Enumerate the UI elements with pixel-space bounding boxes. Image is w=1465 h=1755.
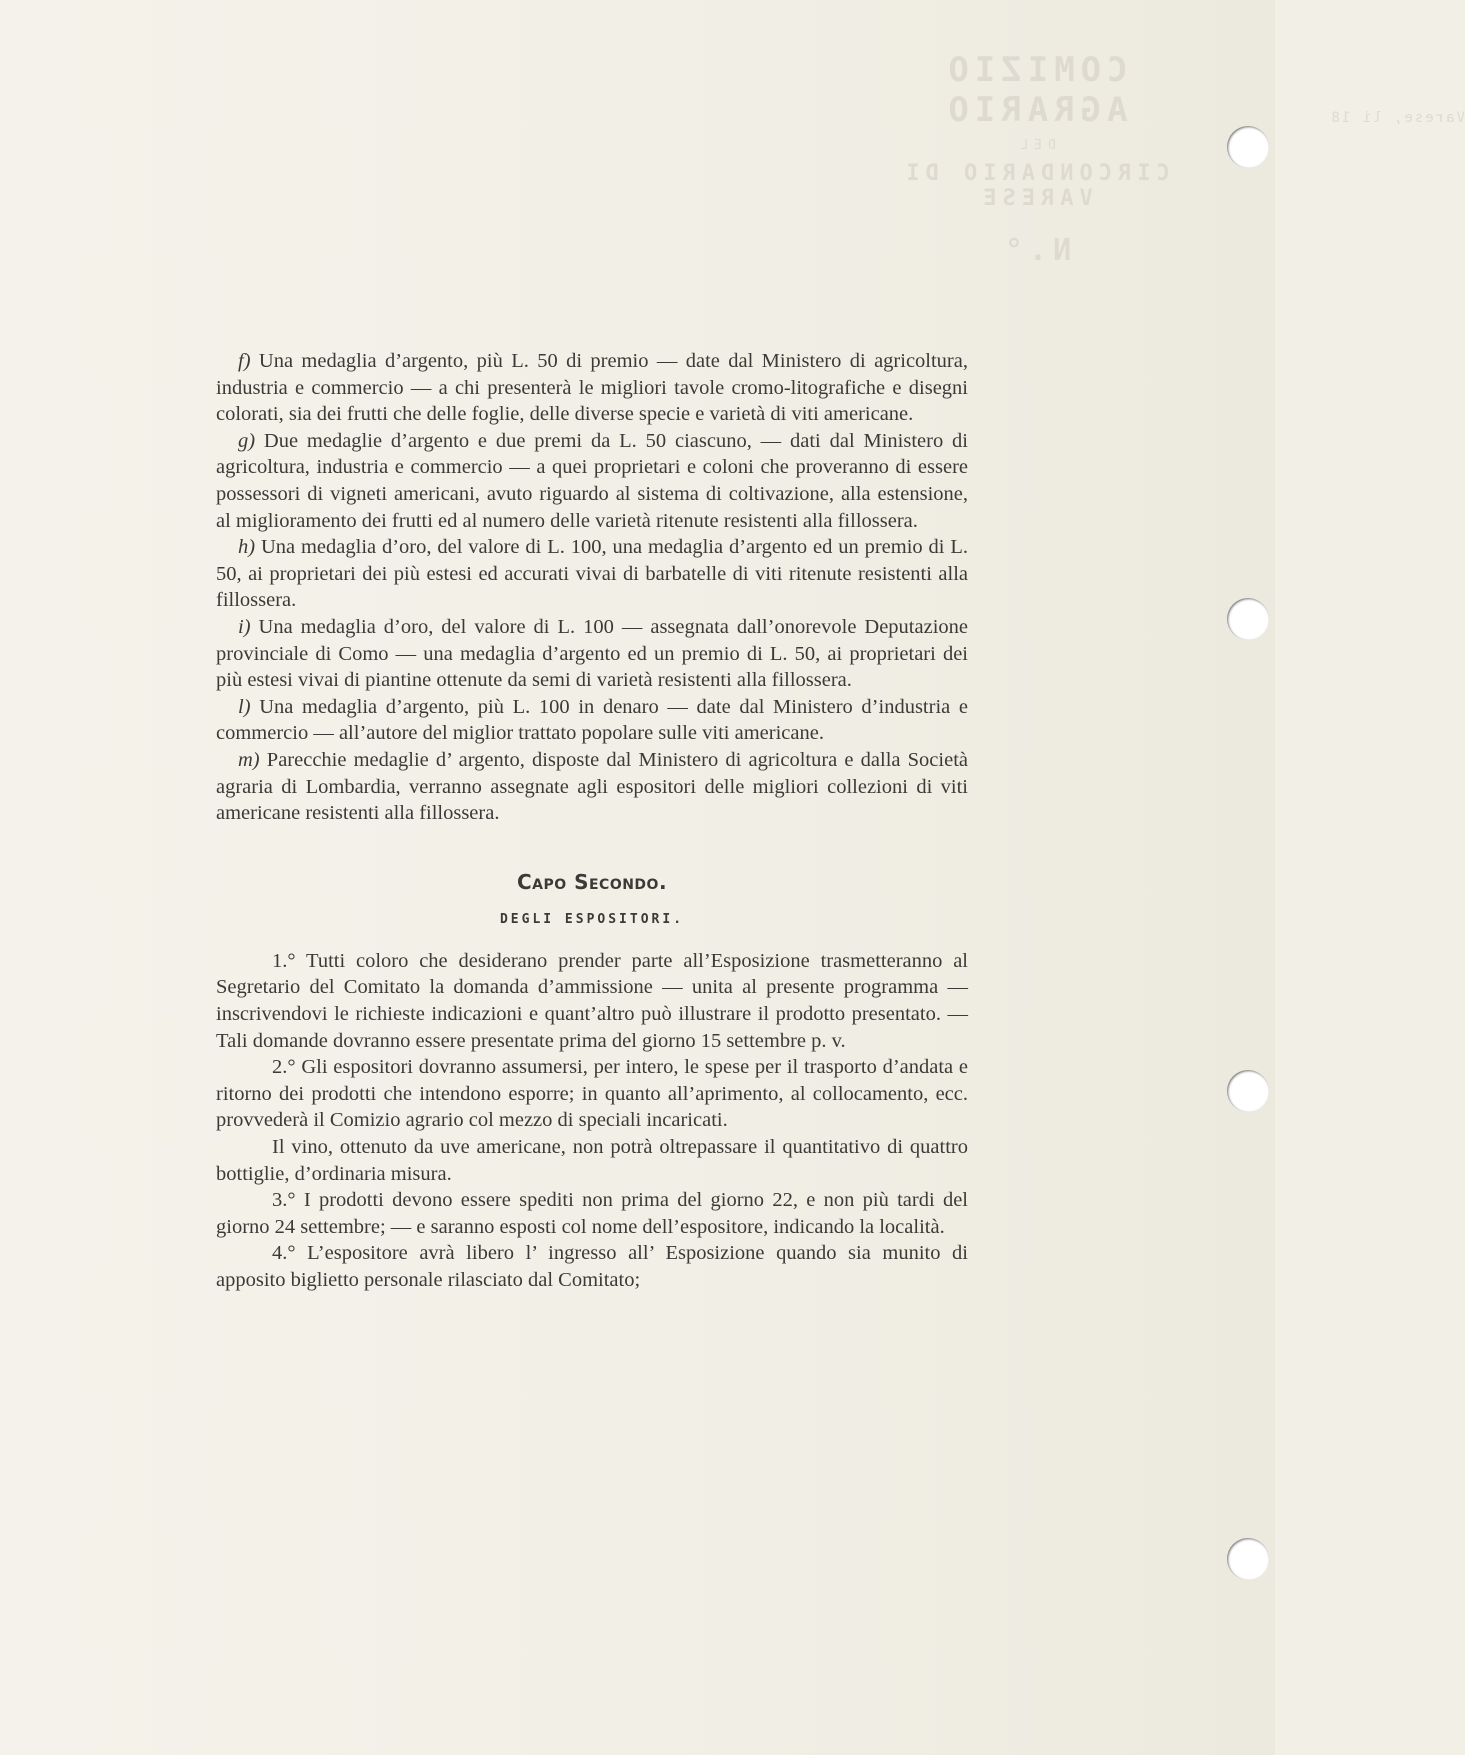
item-letter: h): [238, 536, 256, 559]
article-4: 4.° L’espositore avrà libero l’ ingresso all’ Esposizione quando sia munito di apposito biglietto personale rilasciato dal Comitato;: [216, 1242, 968, 1291]
binder-hole-top: [1227, 126, 1269, 168]
item-text: Parecchie medaglie d’ argento, disposte dal Ministero di agricoltura e dalla Società agraria di Lombardia, verranno assegnate agli espositori delle migliori collezioni di viti americane resistenti alla fillossera.: [216, 748, 968, 825]
item-letter: f): [238, 350, 251, 372]
binder-hole-bottom: [1227, 1538, 1269, 1580]
prize-item-g: [216, 428, 968, 534]
prize-item-l: [216, 694, 968, 747]
prize-item-h: [216, 534, 968, 614]
chapter-title: Capo Secondo.: [516, 869, 668, 894]
item-text: Una medaglia d’oro, del valore di L. 100, una medaglia d’argento ed un premio di L. 50, ai proprietari dei più estesi ed accurati vivai di barbatelle di viti ritenute resistenti alla fillossera.: [216, 536, 968, 612]
item-letter: i): [238, 615, 251, 638]
binder-hole-lower: [1227, 1070, 1269, 1112]
prize-item-i: [216, 614, 968, 694]
prize-item-f: [216, 348, 968, 428]
article-2: 2.° Gli espositori dovranno assumersi, per intero, le spese per il trasporto d’andata e ritorno dei prodotti che intendono esporre; in quanto all’aprimento, al collocamento, ecc. provvederà il Comizio agrario col mezzo di speciali incaricati.: [216, 1056, 968, 1132]
item-text: Una medaglia d’argento, più L. 100 in denaro — date dal Ministero d’industria e commercio — all’autore del miglior trattato popolare sulle viti americane.: [216, 695, 968, 745]
body-text: [216, 348, 968, 1294]
binder-hole-middle: [1227, 598, 1269, 640]
ghost-line-5: Varese, li 18: [1329, 110, 1465, 126]
letterhead-bleedthrough: [855, 50, 1465, 268]
item-letter: l): [238, 695, 251, 718]
item-letter: m): [238, 748, 260, 771]
ghost-line-2: DEL: [1014, 138, 1056, 153]
ghost-line-1: COMIZIO AGRARIO: [942, 50, 1128, 130]
item-letter: g): [238, 429, 256, 452]
ghost-line-4: N.°: [998, 233, 1072, 268]
article-1: 1.° Tutti coloro che desiderano prender parte all’Esposizione trasmetteranno al Segretario del Comitato la domanda d’ammissione — unita al presente programma — inscrivendovi le richieste indicazioni e quant’altro può illustrare il prodotto presentato. — Tali domande dovranno essere presentate prima del giorno 15 settembre p. v.: [216, 949, 968, 1052]
item-text: Due medaglie d’argento e due premi da L. 50 ciascuno, — dati dal Ministero di agricoltura, industria e commercio — a quei proprietari e coloni che proveranno di essere possessori di vigneti americani, avuto riguardo al sistema di coltivazione, alla estensione, al miglioramento dei frutti ed al numero delle varietà ritenute resistenti alla fillossera.: [216, 429, 968, 532]
article-3: 3.° I prodotti devono essere spediti non prima del giorno 22, e non più tardi del giorno 24 settembre; — e saranno esposti col nome dell’espositore, indicando la località.: [216, 1189, 968, 1238]
chapter-subtitle: DEGLI ESPOSITORI.: [499, 912, 685, 928]
item-text: Una medaglia d’oro, del valore di L. 100 — assegnata dall’onorevole Deputazione provinciale di Como — una medaglia d’argento ed un premio di L. 50, ai proprietari dei più estesi vivai di piantine ottenute da semi di varietà resistenti alla fillossera.: [216, 615, 968, 692]
ghost-line-3: CIRCONDARIO DI VARESE: [900, 161, 1170, 211]
prize-item-m: [216, 747, 968, 827]
item-text: Una medaglia d’argento, più L. 50 di premio — date dal Ministero di agricoltura, industria e commercio — a chi presenterà le migliori tavole cromo-litografiche e disegni colorati, sia dei frutti che delle foglie, delle diverse specie e varietà di viti americane.: [216, 350, 968, 426]
article-2-note: Il vino, ottenuto da uve americane, non potrà oltrepassare il quantitativo di quattro bottiglie, d’ordinaria misura.: [216, 1136, 968, 1185]
